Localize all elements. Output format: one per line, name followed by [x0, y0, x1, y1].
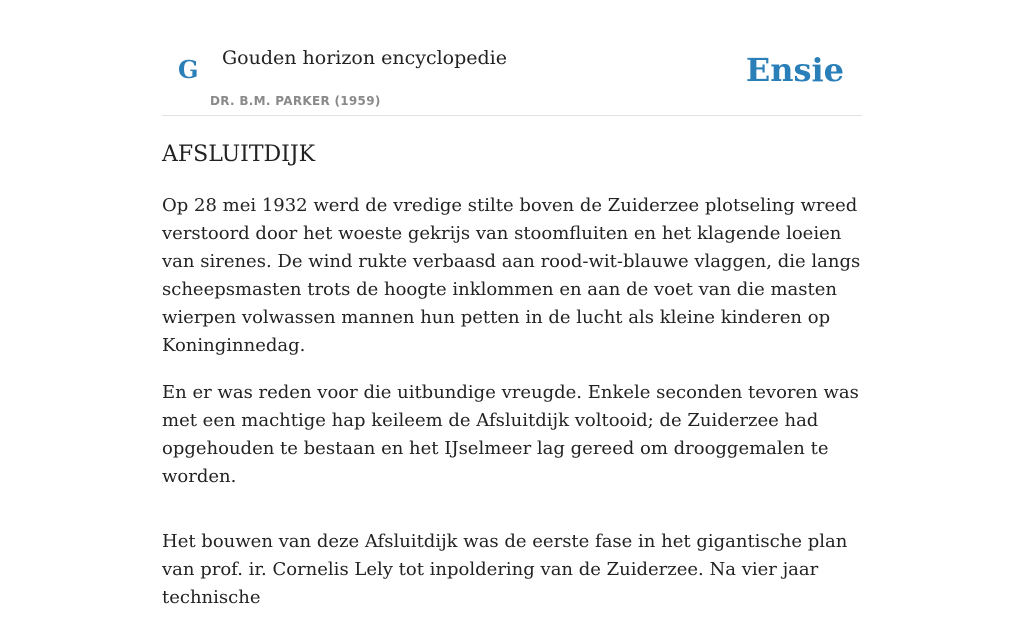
source-author: DR. B.M. PARKER (1959)	[210, 94, 381, 108]
article-title: AFSLUITDIJK	[162, 142, 316, 167]
brand-logo[interactable]: Ensie	[745, 51, 844, 89]
article	[162, 140, 862, 631]
article-paragraph-2: En er was reden voor die uitbundige vreugde. Enkele seconden tevoren was met een machtige hap keileem de Afsluitdijk voltooid; de Zuiderzee had opgehouden te bestaan en het IJselmeer lag gereed om drooggemalen te worden.	[162, 382, 859, 487]
article-paragraph-3: Het bouwen van deze Afsluitdijk was de eerste fase in het gigantische plan van prof. ir. Cornelis Lely tot inpoldering van de Zuiderzee. Na vier jaar technische	[162, 531, 848, 608]
source-title[interactable]: Gouden horizon encyclopedie	[222, 47, 507, 69]
source-logo[interactable]: G	[178, 55, 199, 84]
source-header	[162, 0, 862, 116]
article-paragraph-1: Op 28 mei 1932 werd de vredige stilte boven de Zuiderzee plotseling wreed verstoord door het woeste gekrijs van stoomfluiten en het klagende loeien van sirenes. De wind rukte verbaasd aan rood-wit-blauwe vlaggen, die langs scheepsmasten trots de hoogte inklommen en aan de voet van die masten wierpen volwassen mannen hun petten in de lucht als kleine kinderen op Koninginnedag.	[162, 195, 861, 356]
